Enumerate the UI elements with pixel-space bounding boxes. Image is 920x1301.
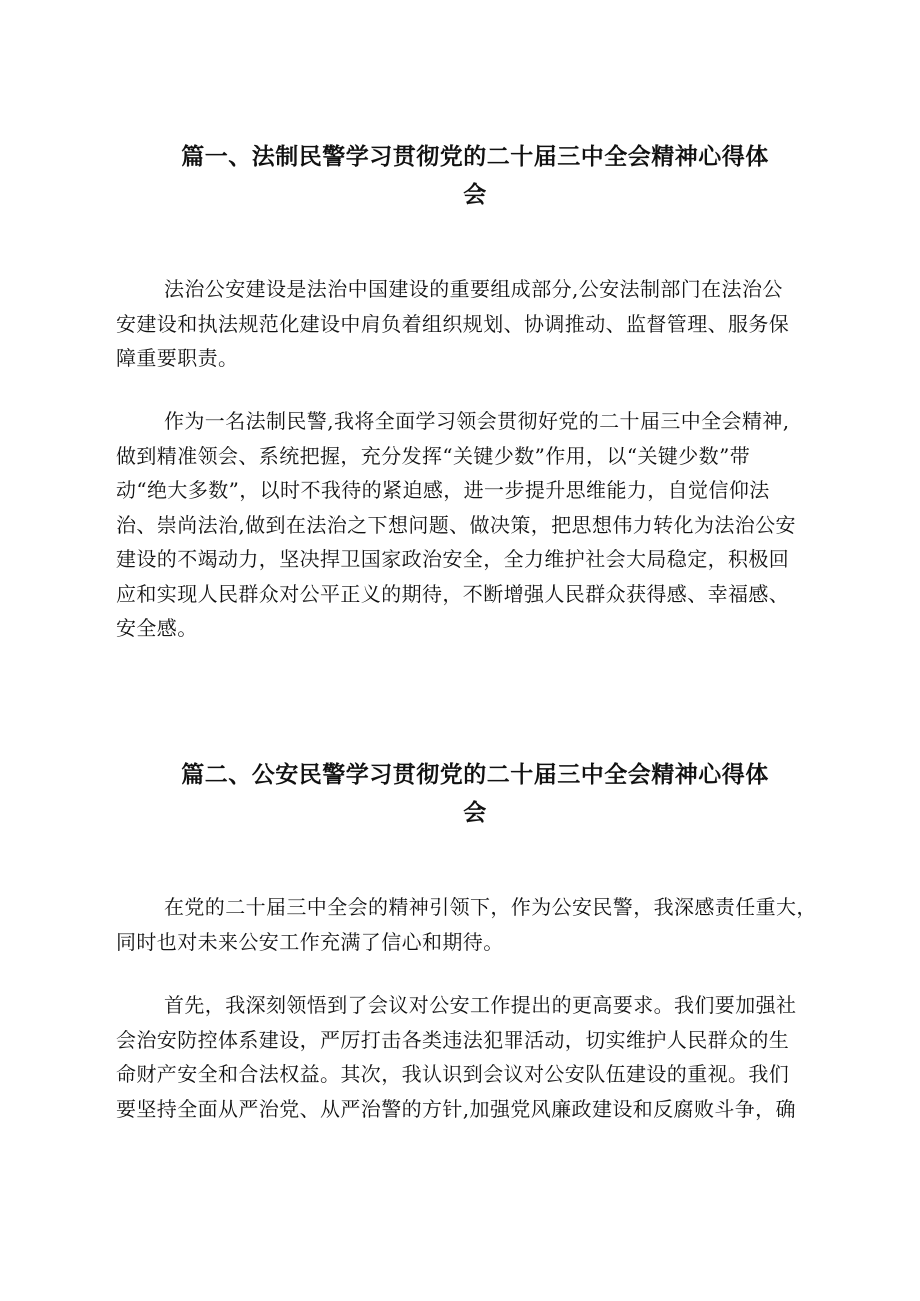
section-1-title-line-1: 篇一、法制民警学习贯彻党的二十届三中全会精神心得体: [181, 144, 769, 170]
section-2-paragraph-1: [116, 890, 836, 959]
text-line: 治、崇尚法治,做到在法治之下想问题、做决策，把思想伟力转化为法治公安: [116, 512, 796, 537]
section-1-paragraph-2: [116, 404, 836, 646]
section-2-title: [120, 756, 830, 832]
section-2-title-line-1: 篇二、公安民警学习贯彻党的二十届三中全会精神心得体: [181, 762, 769, 788]
text-line: 要坚持全面从严治党、从严治警的方针,加强党风廉政建设和反腐败斗争，确: [116, 1096, 796, 1121]
section-2-title-line-2: 会: [463, 800, 487, 826]
text-line: 命财产安全和合法权益。其次，我认识到会议对公安队伍建设的重视。我们: [116, 1062, 790, 1086]
text-line: 首先，我深刻领悟到了会议对公安工作提出的更高要求。我们要加强社: [164, 993, 797, 1017]
text-line: 做到精准领会、系统把握，充分发挥“关键少数”作用，以“关键少数”带: [116, 443, 751, 468]
section-1-title-line-2: 会: [463, 182, 487, 208]
section-1-title: [120, 138, 830, 214]
text-line: 建设的不竭动力，坚决捍卫国家政治安全，全力维护社会大局稳定，积极回: [116, 547, 790, 571]
section-2-paragraph-2: [116, 988, 836, 1126]
text-line: 会治安防控体系建设，严厉打击各类违法犯罪活动，切实维护人民群众的生: [116, 1027, 790, 1052]
text-line: 障重要职责。: [116, 346, 239, 370]
text-line: 安全感。: [116, 616, 198, 640]
text-line: 动“绝大多数”，以时不我待的紧迫感，进一步提升思维能力，自觉信仰法: [116, 478, 770, 502]
text-line: 法治公安建设是法治中国建设的重要组成部分,公安法制部门在法治公: [164, 277, 783, 301]
text-line: 应和实现人民群众对公平正义的期待，不断增强人民群众获得感、幸福感、: [116, 581, 790, 606]
text-line: 作为一名法制民警,我将全面学习领会贯彻好党的二十届三中全会精神,: [164, 409, 790, 433]
text-line: 安建设和执法规范化建设中肩负着组织规划、协调推动、监督管理、服务保: [116, 311, 790, 336]
text-line: 在党的二十届三中全会的精神引领下，作为公安民警，我深感责任重大，: [164, 895, 817, 919]
text-line: 同时也对未来公安工作充满了信心和期待。: [116, 929, 504, 954]
section-1-paragraph-1: [116, 272, 836, 376]
